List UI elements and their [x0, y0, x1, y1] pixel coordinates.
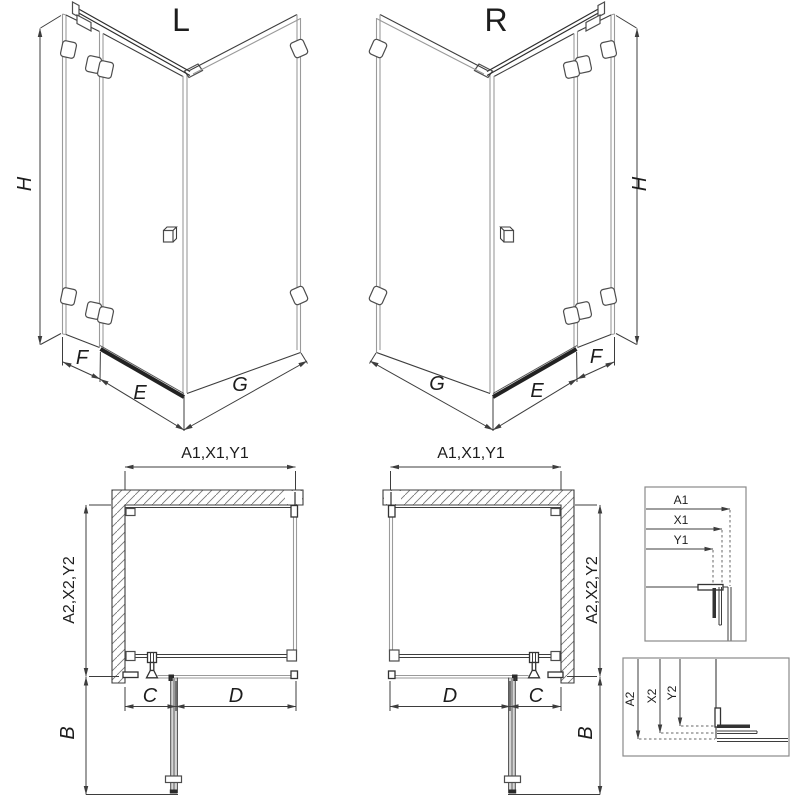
profile-section-depth: [715, 708, 788, 742]
profile-section-width: [698, 585, 731, 641]
plan-right-labels: [437, 445, 601, 740]
iso-left-labels: [14, 2, 248, 404]
width-dim-label: A1,X1,Y1: [437, 445, 505, 462]
door-dim-label: E: [133, 382, 147, 404]
height-dim-label: H: [629, 176, 651, 192]
iso-right-labels: [429, 2, 651, 402]
detail-x2-label: X2: [645, 688, 659, 704]
detail-box-depth: [623, 658, 789, 756]
detail-a1-label: A1: [673, 493, 689, 507]
side-dim-label: G: [429, 373, 445, 395]
depth-dim-label: A2,X2,Y2: [584, 556, 601, 624]
opening-dim-label: D: [442, 685, 458, 707]
width-dim-label: A1,X1,Y1: [181, 445, 249, 462]
detail-y2-label: Y2: [665, 685, 679, 701]
detail-a2-label: A2: [623, 691, 637, 707]
depth-dim-label: A2,X2,Y2: [61, 556, 78, 624]
detail-x1-label: X1: [673, 513, 689, 527]
detail-box-width: [645, 487, 746, 641]
hinge-side-dim-label: C: [528, 685, 544, 707]
fixed-dim-label: F: [75, 347, 89, 369]
height-dim-label: H: [14, 176, 36, 192]
swing-dim-label: B: [575, 726, 597, 740]
detail-y1-label: Y1: [673, 533, 689, 547]
fixed-dim-label: F: [589, 346, 603, 368]
hinge-side-dim-label: C: [142, 685, 158, 707]
swing-dim-label: B: [57, 726, 79, 740]
opening-dim-label: D: [228, 685, 244, 707]
variant-label-left: L: [172, 2, 190, 38]
variant-label-right: R: [484, 2, 508, 38]
door-dim-label: E: [530, 380, 544, 402]
side-dim-label: G: [232, 374, 248, 396]
